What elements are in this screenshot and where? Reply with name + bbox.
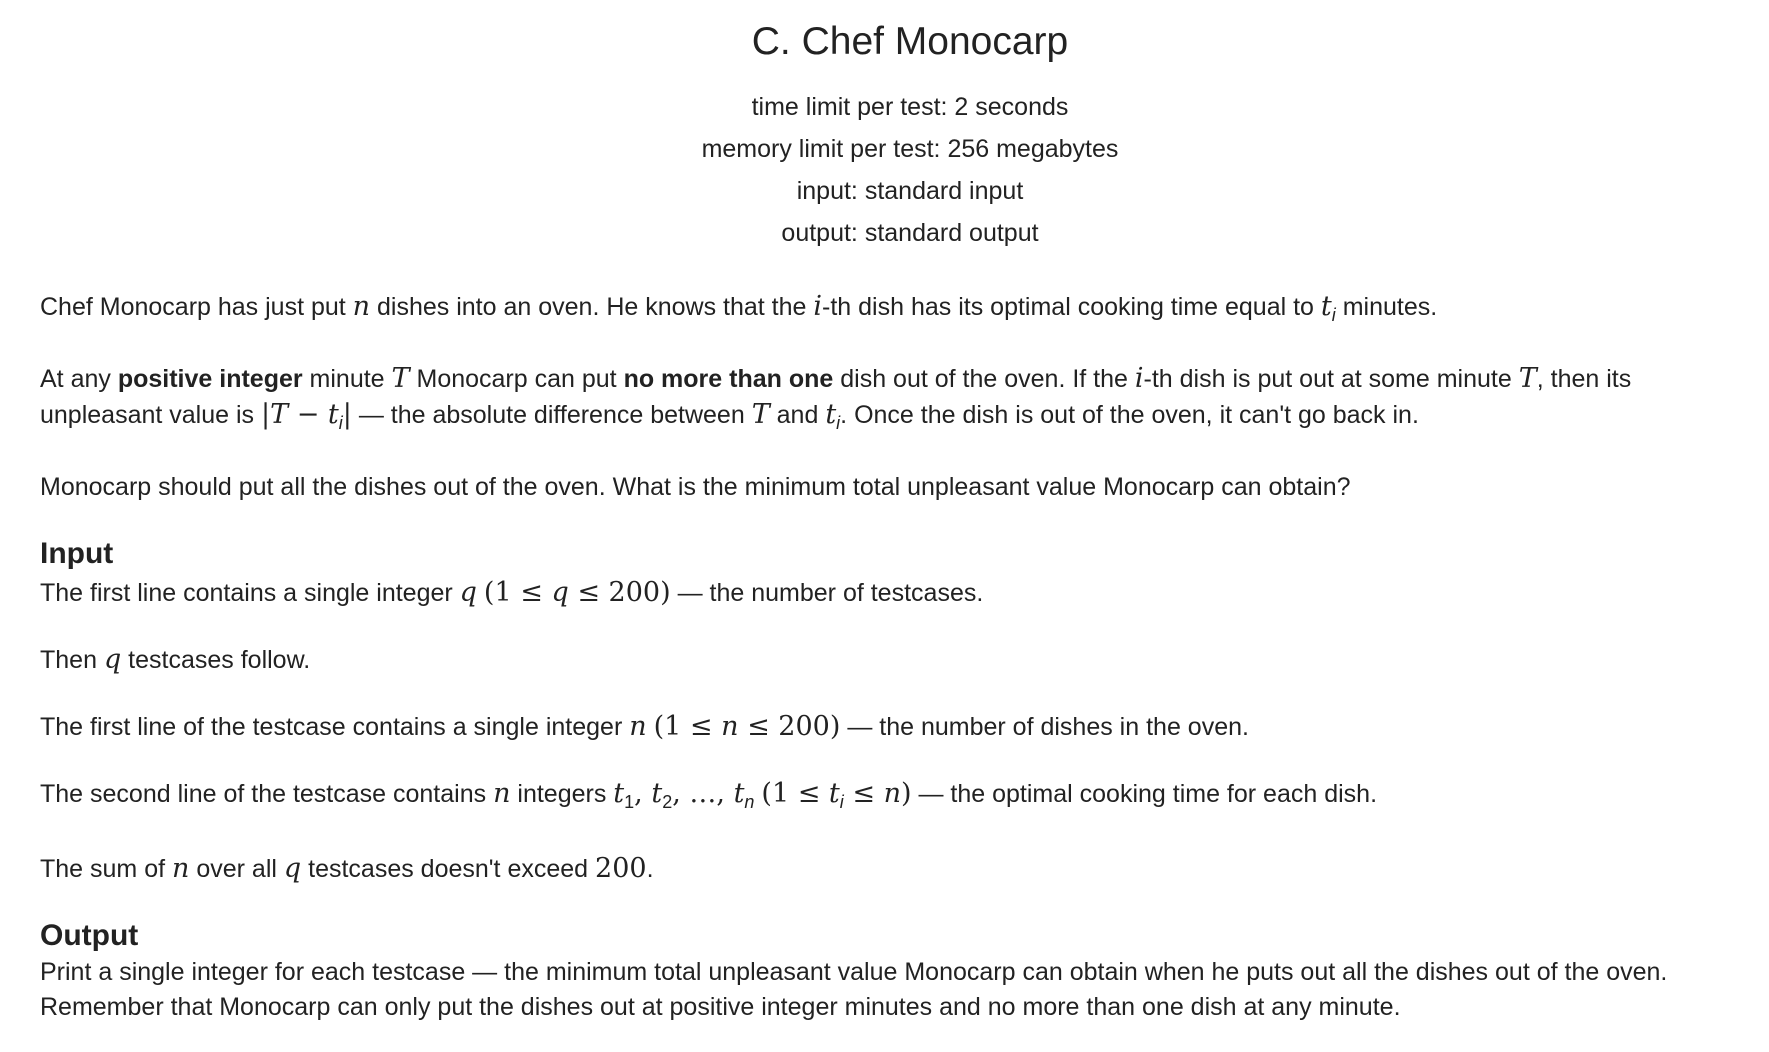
math-t: t xyxy=(828,778,840,809)
math-t: t xyxy=(651,778,663,809)
math-n: n xyxy=(172,853,190,884)
math-n: n xyxy=(883,778,901,809)
math-one: 1 xyxy=(664,711,682,742)
text: . xyxy=(646,855,654,883)
memory-limit: memory limit per test: 256 megabytes xyxy=(701,135,1119,163)
math-one: 1 xyxy=(494,577,512,608)
math-paren-close: ) xyxy=(829,711,841,742)
math-t: t xyxy=(613,778,625,809)
text: dish out of the oven. If the xyxy=(833,365,1135,393)
problem-title: C. Chef Monocarp xyxy=(751,20,1069,63)
text: , then its unpleasant value is xyxy=(40,365,1632,429)
input-line-1 xyxy=(40,573,1760,613)
math-q: q xyxy=(459,577,477,608)
math-le: ≤ xyxy=(738,711,779,742)
text: Then xyxy=(40,646,104,674)
math-sub-i: i xyxy=(836,413,841,433)
math-le: ≤ xyxy=(681,711,722,742)
math-le: ≤ xyxy=(843,778,884,809)
math-sub-2: 2 xyxy=(662,792,673,812)
math-T: T xyxy=(751,399,770,430)
math-comma: , xyxy=(716,778,734,809)
math-T: T xyxy=(270,399,289,430)
math-t: t xyxy=(825,399,837,430)
output-description: Print a single integer for each testcase — the minimum total unpleasant value Monocarp can obtain when he puts out all the dishes out of the oven. Remember that Monocarp can only put the dishes out at positive integer minutes and no more than one dish at any minute. xyxy=(40,958,1668,1021)
text: integers xyxy=(510,780,614,808)
input-line-4 xyxy=(40,774,1760,822)
math-paren-close: ) xyxy=(900,778,912,809)
math-T: T xyxy=(391,363,410,394)
math-le: ≤ xyxy=(568,577,609,608)
input-line-3 xyxy=(40,707,1760,747)
output-file: output: standard output xyxy=(781,219,1039,247)
math-abs-open: | xyxy=(260,399,271,430)
math-200: 200 xyxy=(778,711,830,742)
math-i: i xyxy=(813,291,823,322)
problem-statement xyxy=(40,287,1760,1052)
text: over all xyxy=(189,855,284,883)
math-comma: , xyxy=(672,778,690,809)
text: The second line of the testcase contains xyxy=(40,780,494,808)
statement-paragraph-2 xyxy=(40,361,1760,441)
math-abs-close: | xyxy=(342,399,352,430)
text: -th dish has its optimal cooking time equal to xyxy=(822,293,1321,321)
time-limit: time limit per test: 2 seconds xyxy=(751,93,1069,121)
math-le: ≤ xyxy=(789,778,829,809)
math-t: t xyxy=(327,399,339,430)
text: — the number of dishes in the oven. xyxy=(840,713,1249,741)
problem-header xyxy=(0,20,1769,254)
text: testcases follow. xyxy=(121,646,311,674)
output-section-title: Output xyxy=(40,919,139,952)
text: minute xyxy=(302,365,392,393)
text: -th dish is put out at some minute xyxy=(1143,365,1519,393)
text: and xyxy=(769,401,826,429)
text: dishes into an oven. He knows that the xyxy=(370,293,814,321)
text: At any xyxy=(40,365,118,393)
math-paren-close: ) xyxy=(660,577,671,608)
math-paren-open: ( xyxy=(653,711,665,742)
math-t: t xyxy=(1320,291,1332,322)
math-paren-open: ( xyxy=(761,778,772,809)
math-q: q xyxy=(103,644,122,675)
text: Monocarp can put xyxy=(409,365,624,393)
math-sub-n: n xyxy=(744,792,755,812)
text: Chef Monocarp has just put xyxy=(40,293,353,321)
math-i: i xyxy=(1134,363,1144,394)
math-comma: , xyxy=(634,778,652,809)
bold-text: positive integer xyxy=(117,365,303,393)
input-line-2 xyxy=(40,640,1760,680)
math-200: 200 xyxy=(595,853,647,884)
text: The first line contains a single integer xyxy=(40,579,460,607)
math-q: q xyxy=(551,577,569,608)
input-file: input: standard input xyxy=(796,177,1024,205)
math-200: 200 xyxy=(608,577,661,608)
text: The first line of the testcase contains a single integer xyxy=(40,713,630,741)
math-sub-i: i xyxy=(1331,305,1336,325)
math-sub-1: 1 xyxy=(624,792,635,812)
text: — the optimal cooking time for each dish. xyxy=(911,780,1378,808)
math-n: n xyxy=(721,711,739,742)
text: — the absolute difference between xyxy=(351,401,752,429)
input-line-5 xyxy=(40,849,1760,889)
math-le: ≤ xyxy=(511,577,552,608)
bold-text: no more than one xyxy=(623,365,834,393)
math-one: 1 xyxy=(771,778,790,809)
math-sub-i: i xyxy=(839,792,844,812)
text: testcases doesn't exceed xyxy=(301,855,596,883)
math-T: T xyxy=(1518,363,1537,394)
text: — the number of testcases. xyxy=(670,579,984,607)
math-sub-i: i xyxy=(338,413,343,433)
math-minus: − xyxy=(288,399,328,430)
statement-paragraph-1 xyxy=(40,287,1760,335)
math-n: n xyxy=(352,291,371,322)
math-paren-open: ( xyxy=(483,577,495,608)
math-q: q xyxy=(283,853,302,884)
text: The sum of xyxy=(40,855,172,883)
text: . Once the dish is out of the oven, it can't go back in. xyxy=(840,401,1419,429)
text: minutes. xyxy=(1335,293,1438,321)
math-n: n xyxy=(493,778,511,809)
math-t: t xyxy=(733,778,745,809)
statement-paragraph-3: Monocarp should put all the dishes out of the oven. What is the minimum total unpleasant value Monocarp can obtain? xyxy=(40,473,1351,501)
input-section-title: Input xyxy=(40,537,114,570)
math-n: n xyxy=(629,711,647,742)
math-ellipsis: … xyxy=(689,778,717,809)
